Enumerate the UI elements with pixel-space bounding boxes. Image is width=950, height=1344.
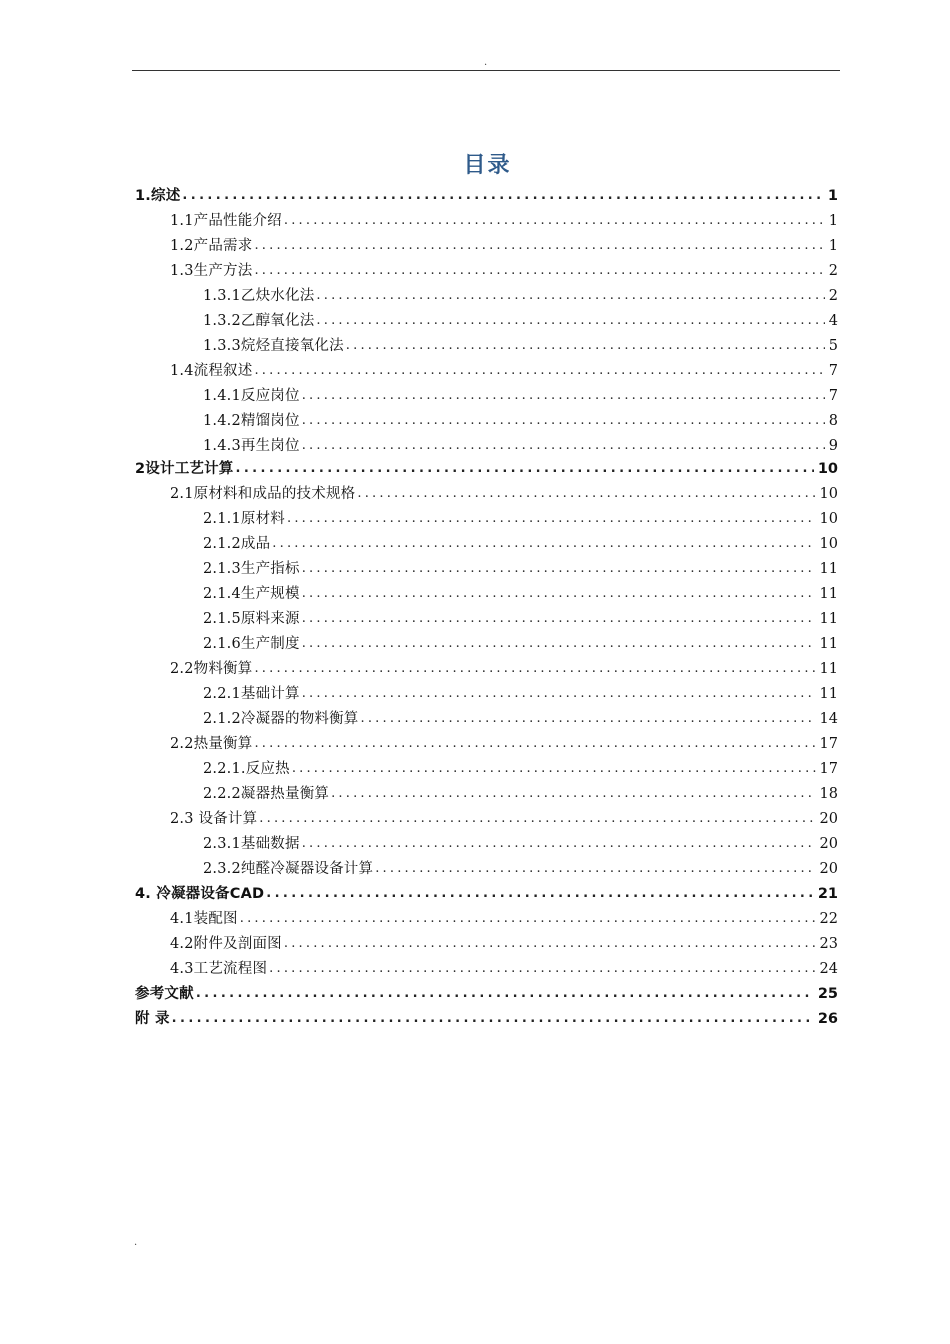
toc-entry-page-number: 7 [828,363,838,379]
toc-entry-label: 2.1.6生产制度 [203,636,300,652]
toc-entry-label: 2.3.2纯醛冷凝器设备计算 [203,861,374,877]
toc-entry-label: 2.1.3生产指标 [203,561,300,577]
toc-entry[interactable] [203,857,838,881]
toc-entry[interactable] [203,682,838,706]
toc-dot-leader [302,434,825,458]
toc-dot-leader [172,1007,814,1031]
toc-entry[interactable] [170,234,838,258]
toc-dot-leader [357,482,815,506]
toc-entry[interactable] [170,957,838,981]
toc-entry[interactable] [170,907,838,931]
toc-entry-label: 2.3 设备计算 [170,811,258,827]
toc-entry[interactable] [170,807,838,831]
toc-dot-leader [259,807,815,831]
toc-dot-leader [254,234,824,258]
toc-entry-label: 1.4流程叙述 [170,363,253,379]
toc-entry-label: 1.4.1反应岗位 [203,388,300,404]
toc-entry-label: 4. 冷凝器设备CAD [135,886,265,902]
toc-entry-label: 2.3.1基础数据 [203,836,300,852]
toc-entry-label: 2.1.4生产规模 [203,586,300,602]
toc-entry-page-number: 11 [819,661,838,677]
toc-entry[interactable] [203,607,838,631]
toc-dot-leader [266,882,814,906]
toc-dot-leader [254,259,824,283]
toc-entry-label: 1.3.1乙炔水化法 [203,288,315,304]
toc-entry[interactable] [135,457,838,481]
toc-entry[interactable] [135,1007,838,1031]
toc-entry-label: 1.综述 [135,188,181,204]
toc-entry-page-number: 2 [828,263,838,279]
toc-dot-leader [302,384,825,408]
toc-dot-leader [375,857,815,881]
toc-entry-page-number: 14 [819,711,838,727]
toc-dot-leader [292,757,816,781]
toc-entry-label: 1.3.2乙醇氧化法 [203,313,315,329]
toc-entry[interactable] [203,632,838,656]
toc-entry[interactable] [203,309,838,333]
toc-entry-page-number: 24 [819,961,838,977]
header-mark: . [484,57,488,68]
toc-dot-leader [236,457,814,481]
toc-entry-page-number: 11 [819,561,838,577]
toc-entry[interactable] [203,507,838,531]
toc-entry-label: 2.1原材料和成品的技术规格 [170,486,356,502]
toc-entry-label: 2.2.1.反应热 [203,761,290,777]
toc-entry-page-number: 10 [819,486,838,502]
toc-dot-leader [302,582,816,606]
toc-entry[interactable] [203,707,838,731]
toc-entry-page-number: 5 [828,338,838,354]
toc-entry-page-number: 8 [828,413,838,429]
toc-entry-label: 2.1.1原材料 [203,511,285,527]
toc-entry-label: 4.3工艺流程图 [170,961,268,977]
toc-entry-label: 附 录 [135,1011,170,1027]
toc-dot-leader [254,732,815,756]
toc-entry[interactable] [170,259,838,283]
toc-dot-leader [302,632,816,656]
toc-entry-page-number: 10 [819,536,838,552]
toc-entry-label: 2.1.2成品 [203,536,271,552]
toc-entry-page-number: 20 [819,861,838,877]
toc-entry-page-number: 1 [828,238,838,254]
toc-dot-leader [196,982,814,1006]
toc-entry-page-number: 17 [819,761,838,777]
toc-entry-label: 1.3.3烷烃直接氧化法 [203,338,344,354]
toc-entry[interactable] [203,284,838,308]
footer-mark: . [134,1237,138,1248]
toc-entry[interactable] [135,982,838,1006]
toc-dot-leader [272,532,815,556]
toc-dot-leader [361,707,816,731]
toc-entry-page-number: 20 [819,836,838,852]
toc-entry-label: 4.2附件及剖面图 [170,936,282,952]
toc-entry-page-number: 23 [819,936,838,952]
toc-entry-label: 参考文献 [135,986,194,1002]
toc-dot-leader [254,359,824,383]
toc-dot-leader [316,309,824,333]
toc-dot-leader [302,409,825,433]
toc-entry[interactable] [203,832,838,856]
toc-entry-page-number: 11 [819,586,838,602]
toc-dot-leader [346,334,825,358]
toc-entry-label: 1.2产品需求 [170,238,253,254]
toc-entry-page-number: 7 [828,388,838,404]
toc-entry-label: 2.1.2冷凝器的物料衡算 [203,711,359,727]
toc-entry[interactable] [203,384,838,408]
toc-entry[interactable] [203,757,838,781]
toc-entry[interactable] [135,882,838,906]
toc-dot-leader [331,782,815,806]
toc-entry-page-number: 22 [819,911,838,927]
toc-dot-leader [284,209,825,233]
toc-entry-page-number: 11 [819,611,838,627]
toc-entry-label: 2.2物料衡算 [170,661,253,677]
toc-entry[interactable] [170,732,838,756]
toc-entry-page-number: 18 [819,786,838,802]
toc-dot-leader [254,657,815,681]
toc-entry[interactable] [170,359,838,383]
toc-entry-page-number: 21 [817,886,838,902]
toc-dot-leader [182,184,824,208]
toc-dot-leader [302,607,816,631]
toc-entry-page-number: 1 [828,213,838,229]
page-title: 目录 [463,153,512,178]
toc-entry-page-number: 9 [828,438,838,454]
toc-entry-page-number: 10 [817,461,838,477]
toc-entry[interactable] [203,782,838,806]
toc-entry[interactable] [170,657,838,681]
toc-entry[interactable] [203,582,838,606]
toc-entry[interactable] [203,334,838,358]
toc-entry-label: 4.1装配图 [170,911,238,927]
toc-dot-leader [284,932,816,956]
toc-entry-page-number: 1 [827,188,838,204]
toc-entry-label: 2.2.2凝器热量衡算 [203,786,330,802]
toc-entry-label: 2.2.1基础计算 [203,686,300,702]
toc-entry-page-number: 17 [819,736,838,752]
toc-dot-leader [316,284,824,308]
toc-entry-label: 2设计工艺计算 [135,461,234,477]
toc-dot-leader [240,907,816,931]
toc-entry[interactable] [170,482,838,506]
toc-dot-leader [302,557,816,581]
toc-entry-page-number: 4 [828,313,838,329]
toc-entry-page-number: 2 [828,288,838,304]
toc-dot-leader [287,507,816,531]
toc-entry-label: 1.4.3再生岗位 [203,438,300,454]
toc-entry-label: 2.1.5原料来源 [203,611,300,627]
toc-entry-page-number: 25 [817,986,838,1002]
toc-dot-leader [302,682,816,706]
toc-entry[interactable] [170,932,838,956]
toc-entry-page-number: 11 [819,686,838,702]
toc-entry-page-number: 11 [819,636,838,652]
toc-dot-leader [269,957,815,981]
toc-entry-label: 2.2热量衡算 [170,736,253,752]
toc-entry[interactable] [203,532,838,556]
toc-entry[interactable] [170,209,838,233]
toc-entry-label: 1.4.2精馏岗位 [203,413,300,429]
toc-entry-page-number: 20 [819,811,838,827]
toc-entry[interactable] [203,434,838,458]
toc-entry-page-number: 10 [819,511,838,527]
toc-entry-label: 1.3生产方法 [170,263,253,279]
toc-entry[interactable] [135,184,838,208]
toc-dot-leader [302,832,816,856]
toc-entry[interactable] [203,409,838,433]
toc-entry-label: 1.1产品性能介绍 [170,213,282,229]
toc-entry[interactable] [203,557,838,581]
toc-entry-page-number: 26 [817,1011,838,1027]
